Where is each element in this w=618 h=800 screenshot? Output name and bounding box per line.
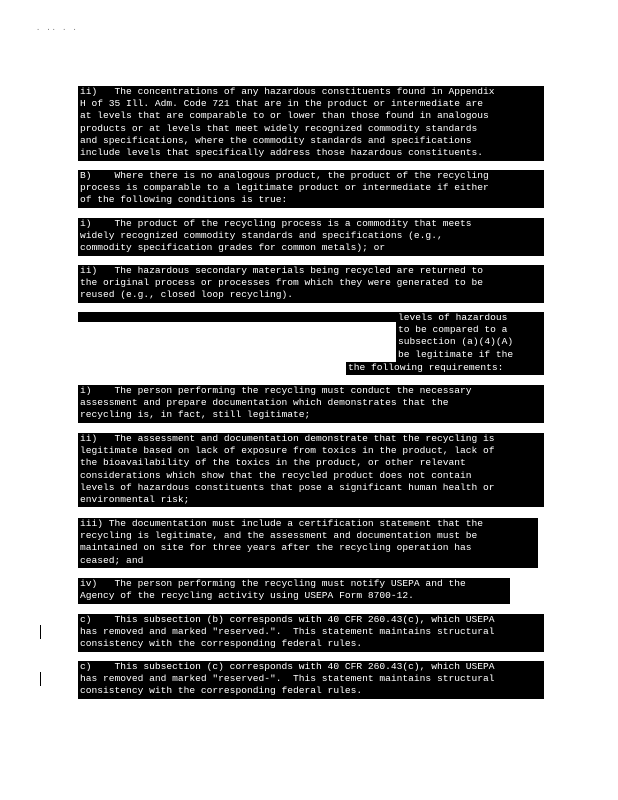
- paragraph-c-subsection-c: c) This subsection (c) corresponds with 40 CFR 260.43(c), which USEPA has removed and marked "reserved-". This statement maintains structural consistency with the corresponding federal rules.: [78, 661, 544, 699]
- paragraph-ii-concentrations: ii) The concentrations of any hazardous constituents found in Appendix H of 35 Ill. Adm. Code 721 that are in the product or intermediate are at levels that are comparable to or lower than those found in analogous products or at levels that meet widely recognized commodity standards and specifications, where the commodity standards and specifications include levels that specifically address those hazardous constituents.: [78, 86, 544, 161]
- page-mark: · ·· · ·: [36, 26, 78, 34]
- paragraph-C-right-fragment: levels of hazardous to be compared to a subsection (a)(4)(A) be legitimate if the: [396, 312, 544, 362]
- change-bar-1: [40, 625, 41, 639]
- paragraph-B-no-analogous-product: B) Where there is no analogous product, the product of the recycling process is comparable to a legitimate product or intermediate if either of the following conditions is true:: [78, 170, 544, 208]
- paragraph-c-subsection-b: c) This subsection (b) corresponds with 40 CFR 260.43(c), which USEPA has removed and marked "reserved.". This statement maintains structural consistency with the corresponding federal rules.: [78, 614, 544, 652]
- paragraph-C-last-line: the following requirements:: [346, 362, 544, 375]
- paragraph-B-ii-returned: ii) The hazardous secondary materials being recycled are returned to the original process or processes from which they were generated to be reused (e.g., closed loop recycling).: [78, 265, 544, 303]
- paragraph-C-ii-documentation: ii) The assessment and documentation demonstrate that the recycling is legitimate based on lack of exposure from toxics in the product, lack of the bioavailability of the toxics in the product, or other relevant considerations which show that the recycled product does not contain levels of hazardous constituents that pose a significant human health or environmental risk;: [78, 433, 544, 507]
- change-bar-2: [40, 672, 41, 686]
- paragraph-C-top-strip: [78, 312, 400, 322]
- paragraph-C-iii-certification: iii) The documentation must include a certification statement that the recycling is legitimate, and the assessment and documentation must be maintained on site for three years after the recycling operation has ceased; and: [78, 518, 538, 568]
- paragraph-B-i-commodity: i) The product of the recycling process is a commodity that meets widely recognized commodity standards and specifications (e.g., commodity specification grades for common metals); or: [78, 218, 544, 256]
- paragraph-C-iv-notify: iv) The person performing the recycling must notify USEPA and the Agency of the recycling activity using USEPA Form 8700-12.: [78, 578, 510, 604]
- paragraph-C-i-assessment: i) The person performing the recycling must conduct the necessary assessment and prepare documentation which demonstrates that the recycling is, in fact, still legitimate;: [78, 385, 544, 423]
